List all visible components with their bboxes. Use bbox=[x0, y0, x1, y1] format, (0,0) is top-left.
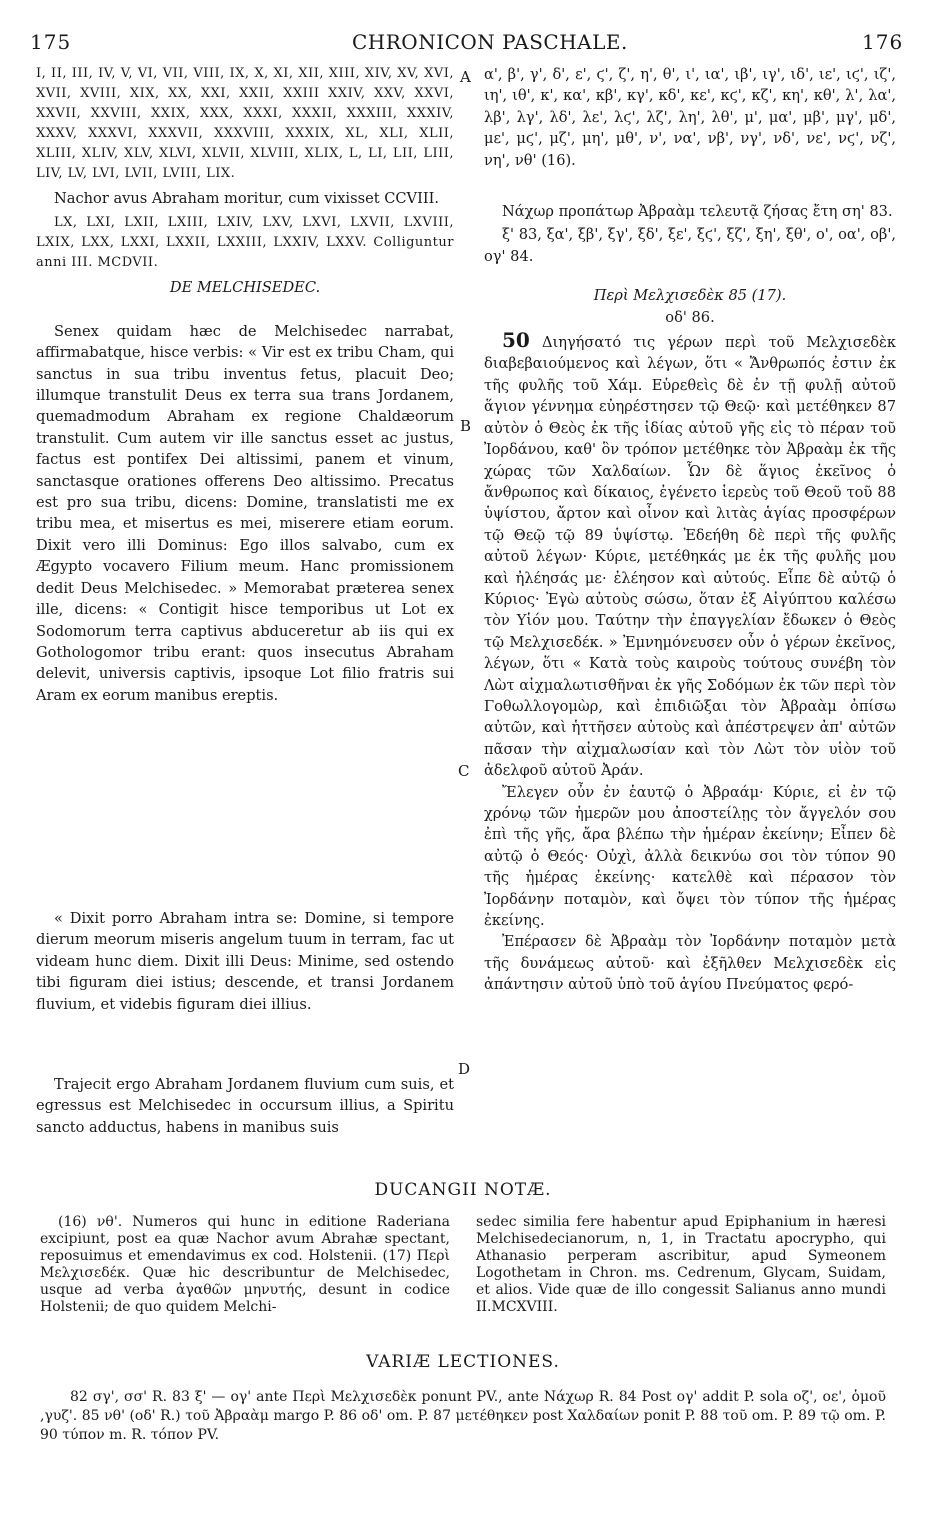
margin-letter-c: C bbox=[458, 762, 470, 780]
page-number-left: 175 bbox=[30, 30, 72, 54]
greek-numerals-1: α', β', γ', δ', ε', ϛ', ζ', η', θ', ι', ια', ιβ', ιγ', ιδ', ιε', ιϛ', ιζ', ιη', ιθ', κ', κα', κβ', κγ', κδ', κε', κϛ', κζ', κη', κθ', λ', λα', λβ', λγ', λδ', λε', λϛ', λζ', λη', λθ', μ', μα', μβ', μγ', μδ', με', μϛ', μζ', μη', μθ', ν', να', νβ', νγ', νδ', νε', νϛ', νζ', νη', νθ' (16). bbox=[484, 66, 896, 169]
notes-right: sedec similia fere habentur apud Epiphanium in hæresi Melchisedecianorum, n, 1, in Tractatu apocrypho, qui Athanasio perperam ascribitur, apud Symeonem Logothetam in Chron. ms. Cedrenum, Glycam, Suidam, et alios. Vide quæ de illo congessit Salianus anno mundi II.MCXVIII. bbox=[476, 1214, 886, 1315]
variae-text: 82 σγ', σσ' R. 83 ξ' — ογ' ante Περὶ Μελχισεδὲκ ponunt PV., ante Νάχωρ R. 84 Post ογ' addit P. sola οζ', οε', ὁμοῦ ,γυζ'. 85 νθ' (οδ' R.) τοῦ Ἀβραὰμ margo P. 86 οδ' om. P. 87 μετέθηκεν post Χαλδαίων ponit P. 88 τοῦ om. P. 89 τῷ om. P. 90 τύπον m. R. τόπον PV. bbox=[40, 1389, 886, 1443]
notes-heading: DUCANGII NOTÆ. bbox=[374, 1180, 552, 1200]
page-number-right: 176 bbox=[862, 30, 904, 54]
margin-letter-d: D bbox=[458, 1060, 471, 1078]
greek-paragraph-2: Ἔλεγεν οὖν ἐν ἑαυτῷ ὁ Ἀβραάμ· Κύριε, εἰ ἐν τῷ χρόνῳ τῶν ἡμερῶν μου ἀποστείλῃς τὸν ἄγγελόν σου ἐπὶ τῆς γῆς, ἄρα βλέπω τὴν ἡμέραν ἐκείνην; Εἶπεν δὲ αὐτῷ ὁ Θεός· Οὐχὶ, ἀλλὰ δεικνύω σοι τὸν τύπον 90 τῆς ἡμέρας ἐκείνης· κατελθὲ καὶ πέρασον τὸν Ἰορδάνην ποταμὸν, καὶ ὄψει τὸν τύπον τῆς ἡμέρας ἐκείνης. bbox=[484, 783, 896, 930]
latin-numerals-2: LX, LXI, LXII, LXIII, LXIV, LXV, LXVI, LXVII, LXVIII, LXIX, LXX, LXXI, LXXII, LXXIII, LXXIV, LXXV. Colliguntur anni III. MCDVII. bbox=[36, 215, 454, 271]
greek-heading: Περὶ Μελχισεδὲκ 85 (17). bbox=[593, 287, 787, 305]
greek-nachor: Νάχωρ προπάτωρ Ἀβραὰμ τελευτᾷ ζήσας ἔτη ση' 83. bbox=[502, 203, 893, 221]
latin-paragraph-1: Senex quidam hæc de Melchisedec narrabat, affirmabatque, hisce verbis: « Vir est ex tribu Cham, qui sanctus in sua tribu inventus fetus, placuit Deo; illumque transtulit Deus ex terra sua trans Jordanem, quemadmodum Abraham ex regione Chaldæorum transtulit. Cum autem vir ille sanctus esset ac justus, factus est pontifex Dei altissimi, panem et vinum, sanctasque orationes offerens Deo altissimo. Precatus est pro sua tribu, dicens: Domine, translatisti me ex tribu mea, et misertus es mei, miserere etiam eorum. Dixit vero illi Dominus: Ego illos salvabo, cum ex Ægypto vocavero Filium meum. Hanc promissionem dedit Deus Melchisedec. » Memorabat præterea senex ille, dicens: « Contigit hisce temporibus ut Lot ex Sodomorum terra captivus abduceretur ab iis qui ex Gothologomor tribu erant: quos insecutus Abraham delevit, universis captivis, ipsoque Lot filio fratris sui Aram ex eorum manibus ereptis. bbox=[36, 322, 454, 704]
latin-paragraph-2: « Dixit porro Abraham intra se: Domine, si tempore dierum meorum miseris angelum tuum in terram, fac ut videam hunc diem. Dixit illi Deus: Minime, sed ostendo tibi figuram diei istius; descende, et transi Jordanem fluvium, et videbis figuram diei illius. bbox=[36, 910, 454, 1013]
running-title: CHRONICON PASCHALE. bbox=[352, 30, 628, 54]
greek-paragraph-3: Ἐπέρασεν δὲ Ἀβραὰμ τὸν Ἰορδάνην ποταμὸν μετὰ τῆς δυνάμεως αὐτοῦ· καὶ ἐξῆλθεν Μελχισεδὲκ εἰς ἀπάντησιν αὐτοῦ ὑπὸ τοῦ ἁγίου Πνεύματος φερό- bbox=[484, 933, 896, 994]
notes-left: (16) νθ'. Numeros qui hunc in editione Raderiana excipiunt, post ea quæ Nachor avum Abrahæ spectant, reposuimus et emendavimus ex cod. Holstenii. (17) Περὶ Μελχισεδέκ. Quæ hic describuntur de Melchisedec, usque ad verba ἀγαθῶν μηνυτής, desunt in codice Holstenii; de quo quidem Melchi- bbox=[40, 1214, 450, 1315]
latin-numerals-1: I, II, III, IV, V, VI, VII, VIII, IX, X, XI, XII, XIII, XIV, XV, XVI, XVII, XVIII, XIX, XX, XXI, XXII, XXIII XXIV, XXV, XXVI, XXVII, XXVIII, XXIX, XXX, XXXI, XXXII, XXXIII, XXXIV, XXXV, XXXVI, XXXVII, XXXVIII, XXXIX, XL, XLI, XLII, XLIII, XLIV, XLV, XLVI, XLVII, XLVIII, XLIX, L, LI, LII, LIII, LIV, LV, LVI, LVII, LVIII, LIX. bbox=[36, 66, 454, 181]
greek-column bbox=[484, 64, 896, 996]
latin-column bbox=[36, 64, 454, 706]
margin-letter-b: B bbox=[460, 417, 472, 435]
greek-paragraph-1 bbox=[484, 330, 896, 782]
variae-heading: VARIÆ LECTIONES. bbox=[366, 1352, 560, 1372]
latin-paragraph-3: Trajecit ergo Abraham Jordanem fluvium cum suis, et egressus est Melchisedec in occursum illius, a Spiritu sancto adductus, habens in manibus suis bbox=[36, 1076, 454, 1136]
greek-numerals-2: ξ' 83, ξα', ξβ', ξγ', ξδ', ξε', ξϛ', ξζ', ξη', ξθ', ο', οα', οβ', ογ' 84. bbox=[484, 226, 896, 265]
greek-subheading: οδ' 86. bbox=[665, 308, 715, 326]
latin-heading: DE MELCHISEDEC. bbox=[169, 279, 321, 297]
latin-nachor: Nachor avus Abraham moritur, cum vixisset CCVIII. bbox=[54, 190, 440, 207]
latin-column-2 bbox=[36, 908, 454, 1015]
latin-column-3 bbox=[36, 1074, 454, 1138]
margin-letter-a: A bbox=[460, 68, 471, 86]
greek-paragraph-1-text: Διηγήσατό τις γέρων περὶ τοῦ Μελχισεδὲκ διαβεβαιούμενος καὶ λέγων, ὅτι « Ἄνθρωπός ἐστιν ἐκ τῆς φυλῆς τοῦ Χάμ. Εὑρεθεὶς δὲ ἐν τῇ φυλῇ αὐτοῦ ἅγιον γέννημα εὐηρέστησεν τῷ Θεῷ· καὶ μετέθηκεν 87 αὐτὸν ὁ Θεὸς ἐκ τῆς ἰδίας αὐτοῦ γῆς εἰς τὸ πέραν τοῦ Ἰορδάνου, καθ' ὃν τρόπον μετέθηκε τὸν Ἀβραὰμ ἐκ τῆς χώρας τῶν Χαλδαίων. Ὧν δὲ ἅγιος ἐκεῖνος ὁ ἄνθρωπος καὶ δίκαιος, ἐγένετο ἱερεὺς τοῦ Θεοῦ τοῦ 88 ὑψίστου, ἄρτον καὶ οἶνον καὶ λιτὰς ἁγίας προσφέρων τῷ Θεῷ τῷ 89 ὑψίστῳ. Ἐδεήθη δὲ περὶ τῆς φυλῆς αὐτοῦ λέγων· Κύριε, μετέθηκάς με ἐκ τῆς φυλῆς μου καὶ ἠλέησάς με· ἐλέησον καὶ αὐτούς. Εἶπε δὲ αὐτῷ ὁ Κύριος· Ἐγὼ αὐτοὺς σώσω, ὅταν ἐξ Αἰγύπτου καλέσω τὸν Υἱόν μου. Ταύτην τὴν ἐπαγγελίαν ἔδωκεν ὁ Θεὸς τῷ Μελχισεδέκ. » Ἐμνημόνευσεν οὖν ὁ γέρων ἐκεῖνος, λέγων, ὅτι « Κατὰ τοὺς καιροὺς τούτους συνέβη τὸν Λὼτ αἰχμαλωτισθῆναι ἐκ γῆς Σοδόμων ἐκ τῶν περὶ τὸν Γοθωλλογομὼρ, καὶ ἐπιδιῶξαι τὸν Ἀβραὰμ ὀπίσω αὐτῶν, καὶ ἡττῆσεν αὐτοὺς καὶ ἀπέστρεψεν ἀπ' αὐτῶν πᾶσαν τὴν αἰχμαλωσίαν καὶ τὸν Λὼτ τὸν υἱὸν τοῦ ἀδελφοῦ αὐτοῦ Ἀράν. bbox=[484, 334, 896, 780]
section-number-50: 50 bbox=[502, 328, 530, 353]
